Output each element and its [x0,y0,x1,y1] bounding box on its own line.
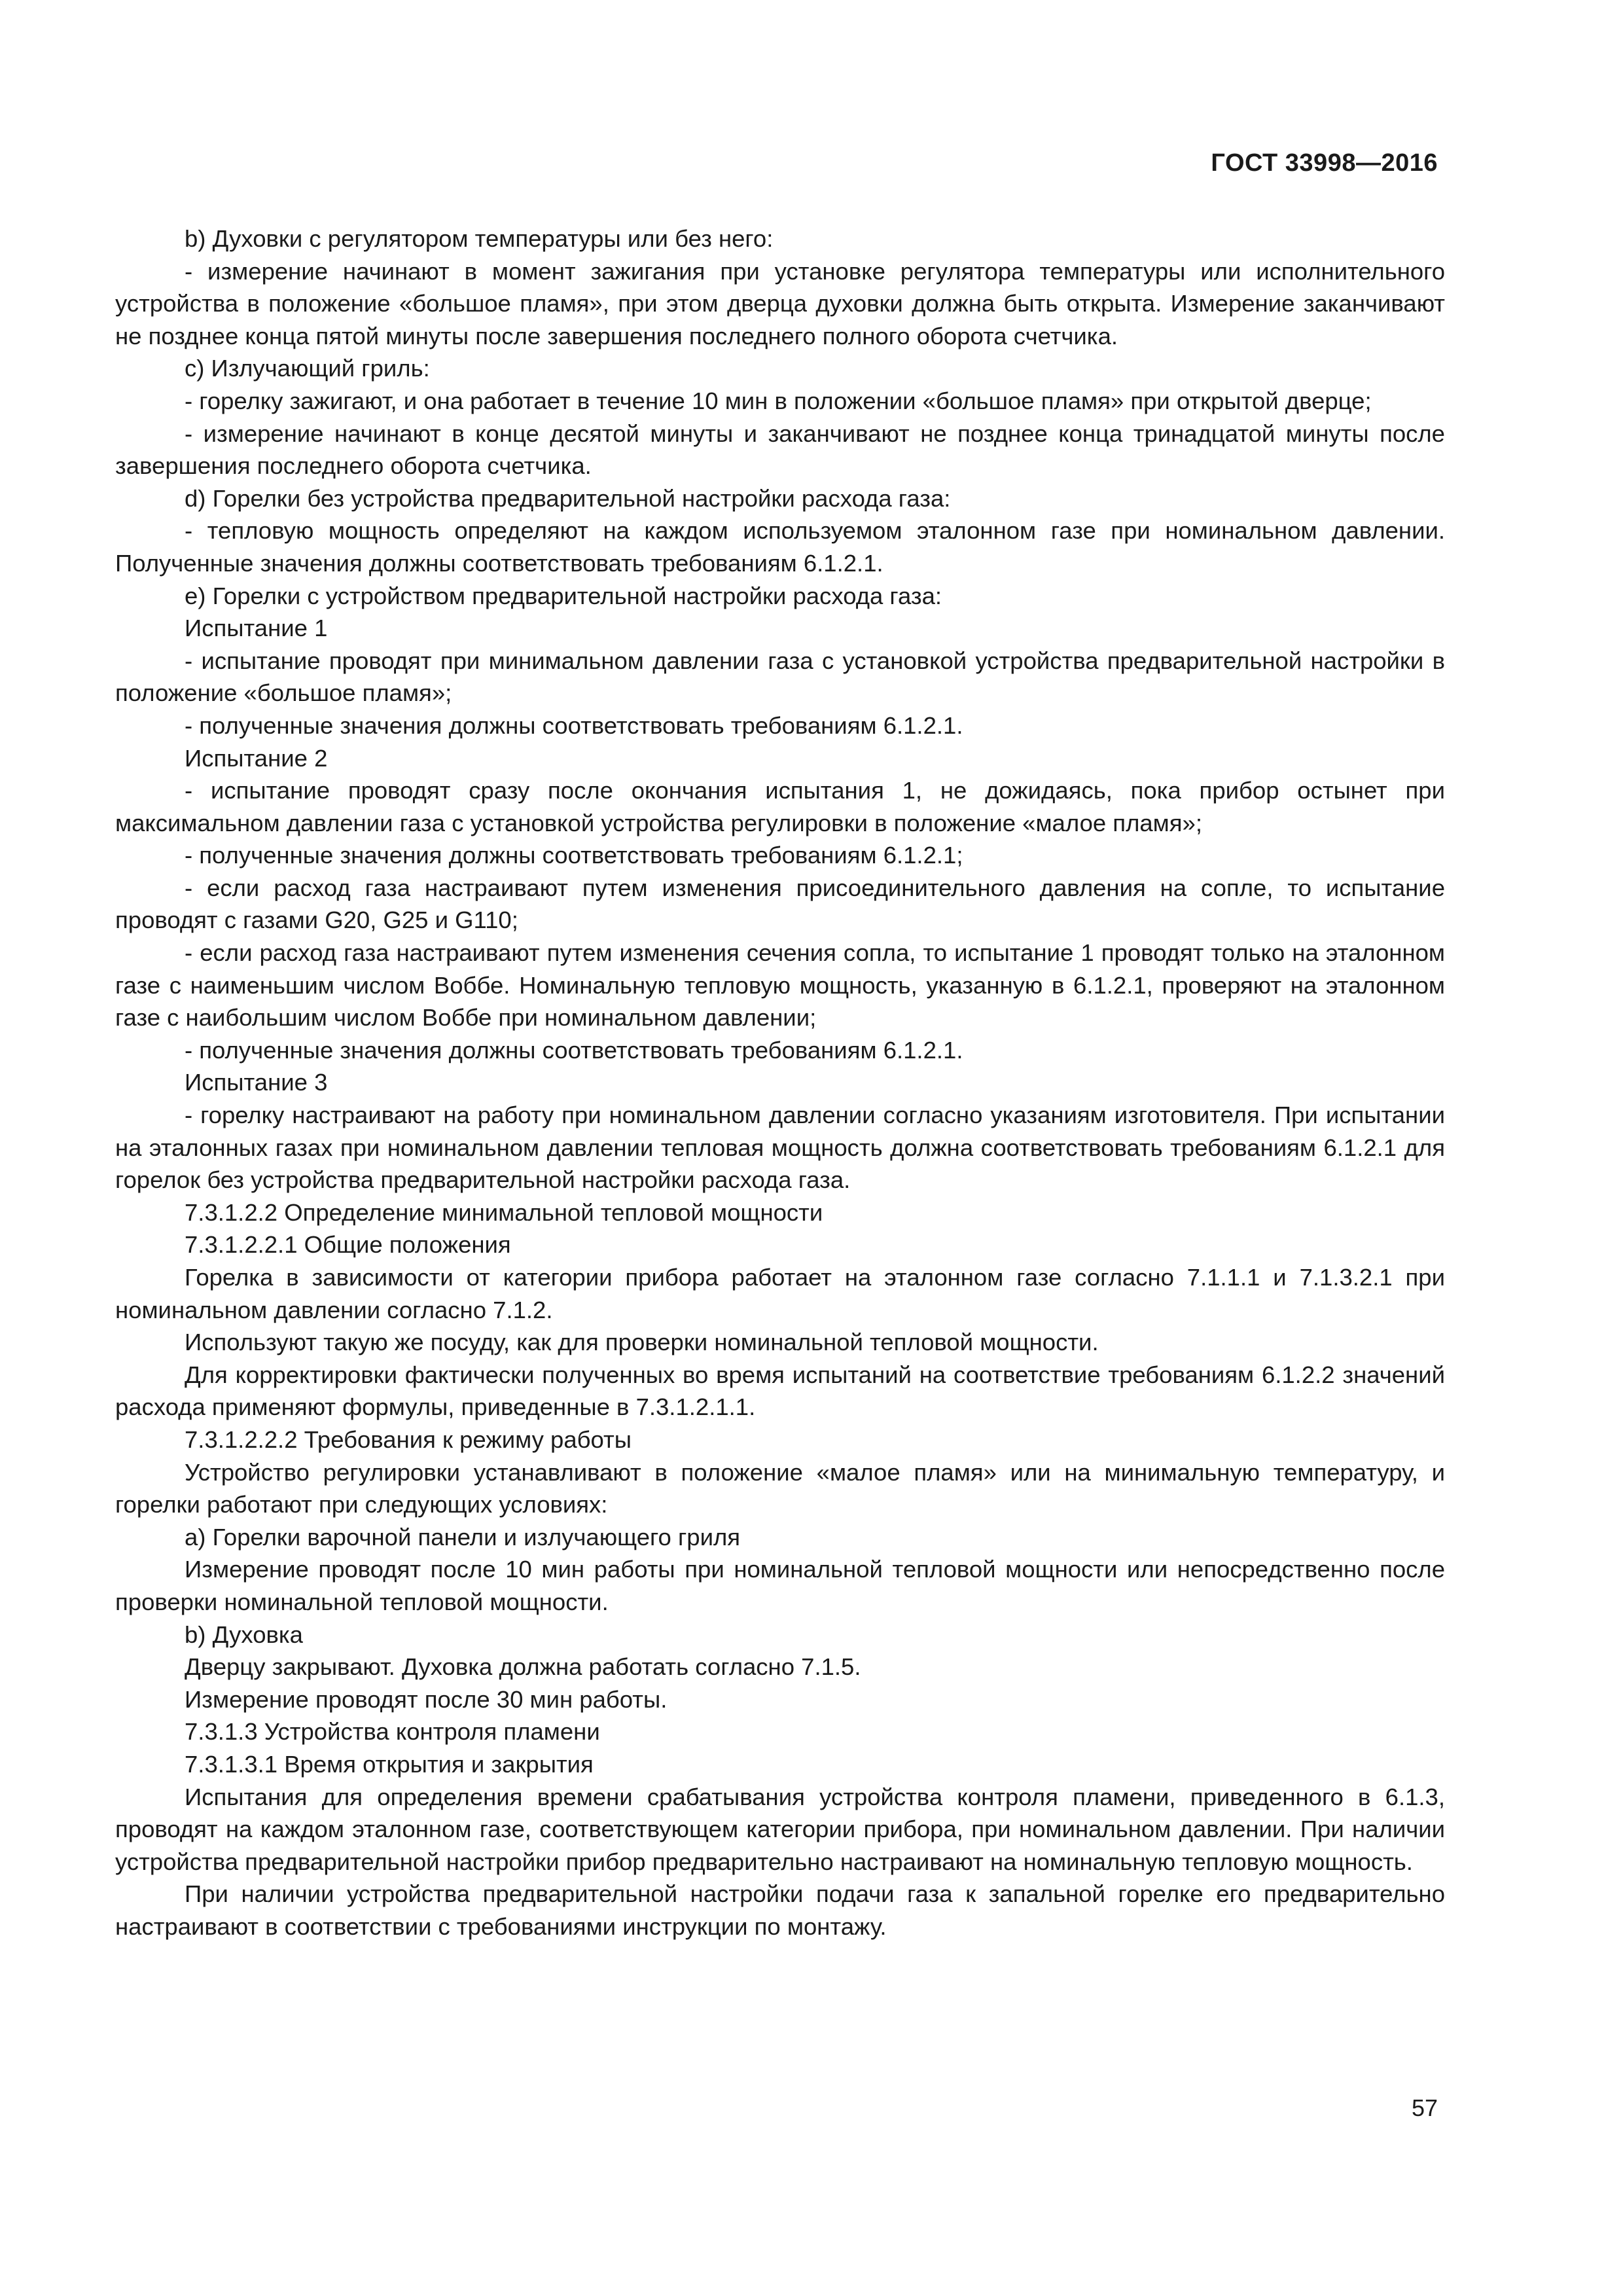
paragraph: - полученные значения должны соответствовать требованиям 6.1.2.1. [185,711,963,739]
section-heading: 7.3.1.2.2 Определение минимальной тепловой мощности [185,1198,823,1226]
paragraph: При наличии устройства предварительной настройки подачи газа к запальной горелке его предварительно настраивают в соответствии с требованиями инструкции по монтажу. [115,1880,1445,1940]
paragraph: - испытание проводят при минимальном давлении газа с установкой устройства предварительной настройки в положение «большое пламя»; [115,647,1445,707]
paragraph: - если расход газа настраивают путем изменения присоединительного давления на сопле, то испытание проводят с газами G20, G25 и G110; [115,874,1445,934]
paragraph: Измерение проводят после 10 мин работы при номинальной тепловой мощности или непосредственно после проверки номинальной тепловой мощности. [115,1556,1445,1615]
paragraph: - полученные значения должны соответствовать требованиям 6.1.2.1; [185,842,963,869]
paragraph: Измерение проводят после 30 мин работы. [185,1685,668,1713]
paragraph: - тепловую мощность определяют на каждом используемом эталонном газе при номинальном давлении. Полученные значения должны соответствовать требованиям 6.1.2.1. [115,517,1445,577]
paragraph: Горелка в зависимости от категории прибора работает на эталонном газе согласно 7.1.1.1 и 7.1.3.2.1 при номинальном давлении согласно 7.1.2. [115,1264,1445,1323]
paragraph: - горелку зажигают, и она работает в течение 10 мин в положении «большое пламя» при открытой дверце; [185,387,1372,414]
paragraph: - если расход газа настраивают путем изменения сечения сопла, то испытание 1 проводят только на эталонном газе с наименьшим числом Воббе. Номинальную тепловую мощность, указанную в 6.1.2.1, проверяют на эталонном газе с наибольшим числом Воббе при номинальном давлении; [115,939,1445,1031]
paragraph: а) Горелки варочной панели и излучающего гриля [185,1523,741,1551]
section-heading: 7.3.1.3 Устройства контроля пламени [185,1718,600,1746]
section-heading: 7.3.1.2.2.1 Общие положения [185,1231,511,1259]
paragraph: Испытание 3 [185,1069,328,1096]
paragraph: Дверцу закрывают. Духовка должна работать согласно 7.1.5. [185,1653,861,1681]
page-number: 57 [1411,2094,1438,2121]
document-code: ГОСТ 33998—2016 [1211,149,1438,177]
paragraph: Устройство регулировки устанавливают в положение «малое пламя» или на минимальную температуру, и горелки работают при следующих условиях: [115,1458,1445,1518]
paragraph: - полученные значения должны соответствовать требованиям 6.1.2.1. [185,1036,963,1064]
paragraph: Для корректировки фактически полученных во время испытаний на соответствие требованиям 6.1.2.2 значений расхода применяют формулы, приведенные в 7.3.1.2.1.1. [115,1361,1445,1421]
paragraph: Испытание 1 [185,615,328,642]
paragraph: - измерение начинают в момент зажигания при установке регулятора температуры или исполнительного устройства в положение «большое пламя», при этом дверца духовки должна быть открыта. Измерение заканчивают не позднее конца пятой минуты после завершения последнего полного оборота счетчика. [115,257,1445,350]
document-body [115,223,1445,1943]
paragraph: d) Горелки без устройства предварительной настройки расхода газа: [185,484,951,512]
paragraph: b) Духовки с регулятором температуры или без него: [185,225,774,252]
paragraph: е) Горелки с устройством предварительной настройки расхода газа: [185,582,942,609]
paragraph: b) Духовка [185,1621,303,1648]
paragraph: Испытание 2 [185,744,328,772]
paragraph: - измерение начинают в конце десятой минуты и заканчивают не позднее конца тринадцатой минуты после завершения последнего оборота счетчика. [115,420,1445,480]
paragraph: с) Излучающий гриль: [185,355,430,382]
section-heading: 7.3.1.2.2.2 Требования к режиму работы [185,1426,632,1453]
paragraph: Испытания для определения времени срабатывания устройства контроля пламени, приведенного в 6.1.3, проводят на каждом эталонном газе, соответствующем категории прибора, при номинальном давлении. При наличии устройства предварительной настройки прибор предварительно настраивают на номинальную тепловую мощность. [115,1783,1445,1875]
paragraph: - горелку настраивают на работу при номинальном давлении согласно указаниям изготовителя. При испытании на эталонных газах при номинальном давлении тепловая мощность должна соответствовать требованиям 6.1.2.1 для горелок без устройства предварительной настройки расхода газа. [115,1102,1445,1194]
paragraph: - испытание проводят сразу после окончания испытания 1, не дожидаясь, пока прибор остынет при максимальном давлении газа с установкой устройства регулировки в положение «малое пламя»; [115,777,1445,836]
paragraph: Используют такую же посуду, как для проверки номинальной тепловой мощности. [185,1329,1099,1356]
section-heading: 7.3.1.3.1 Время открытия и закрытия [185,1750,594,1778]
